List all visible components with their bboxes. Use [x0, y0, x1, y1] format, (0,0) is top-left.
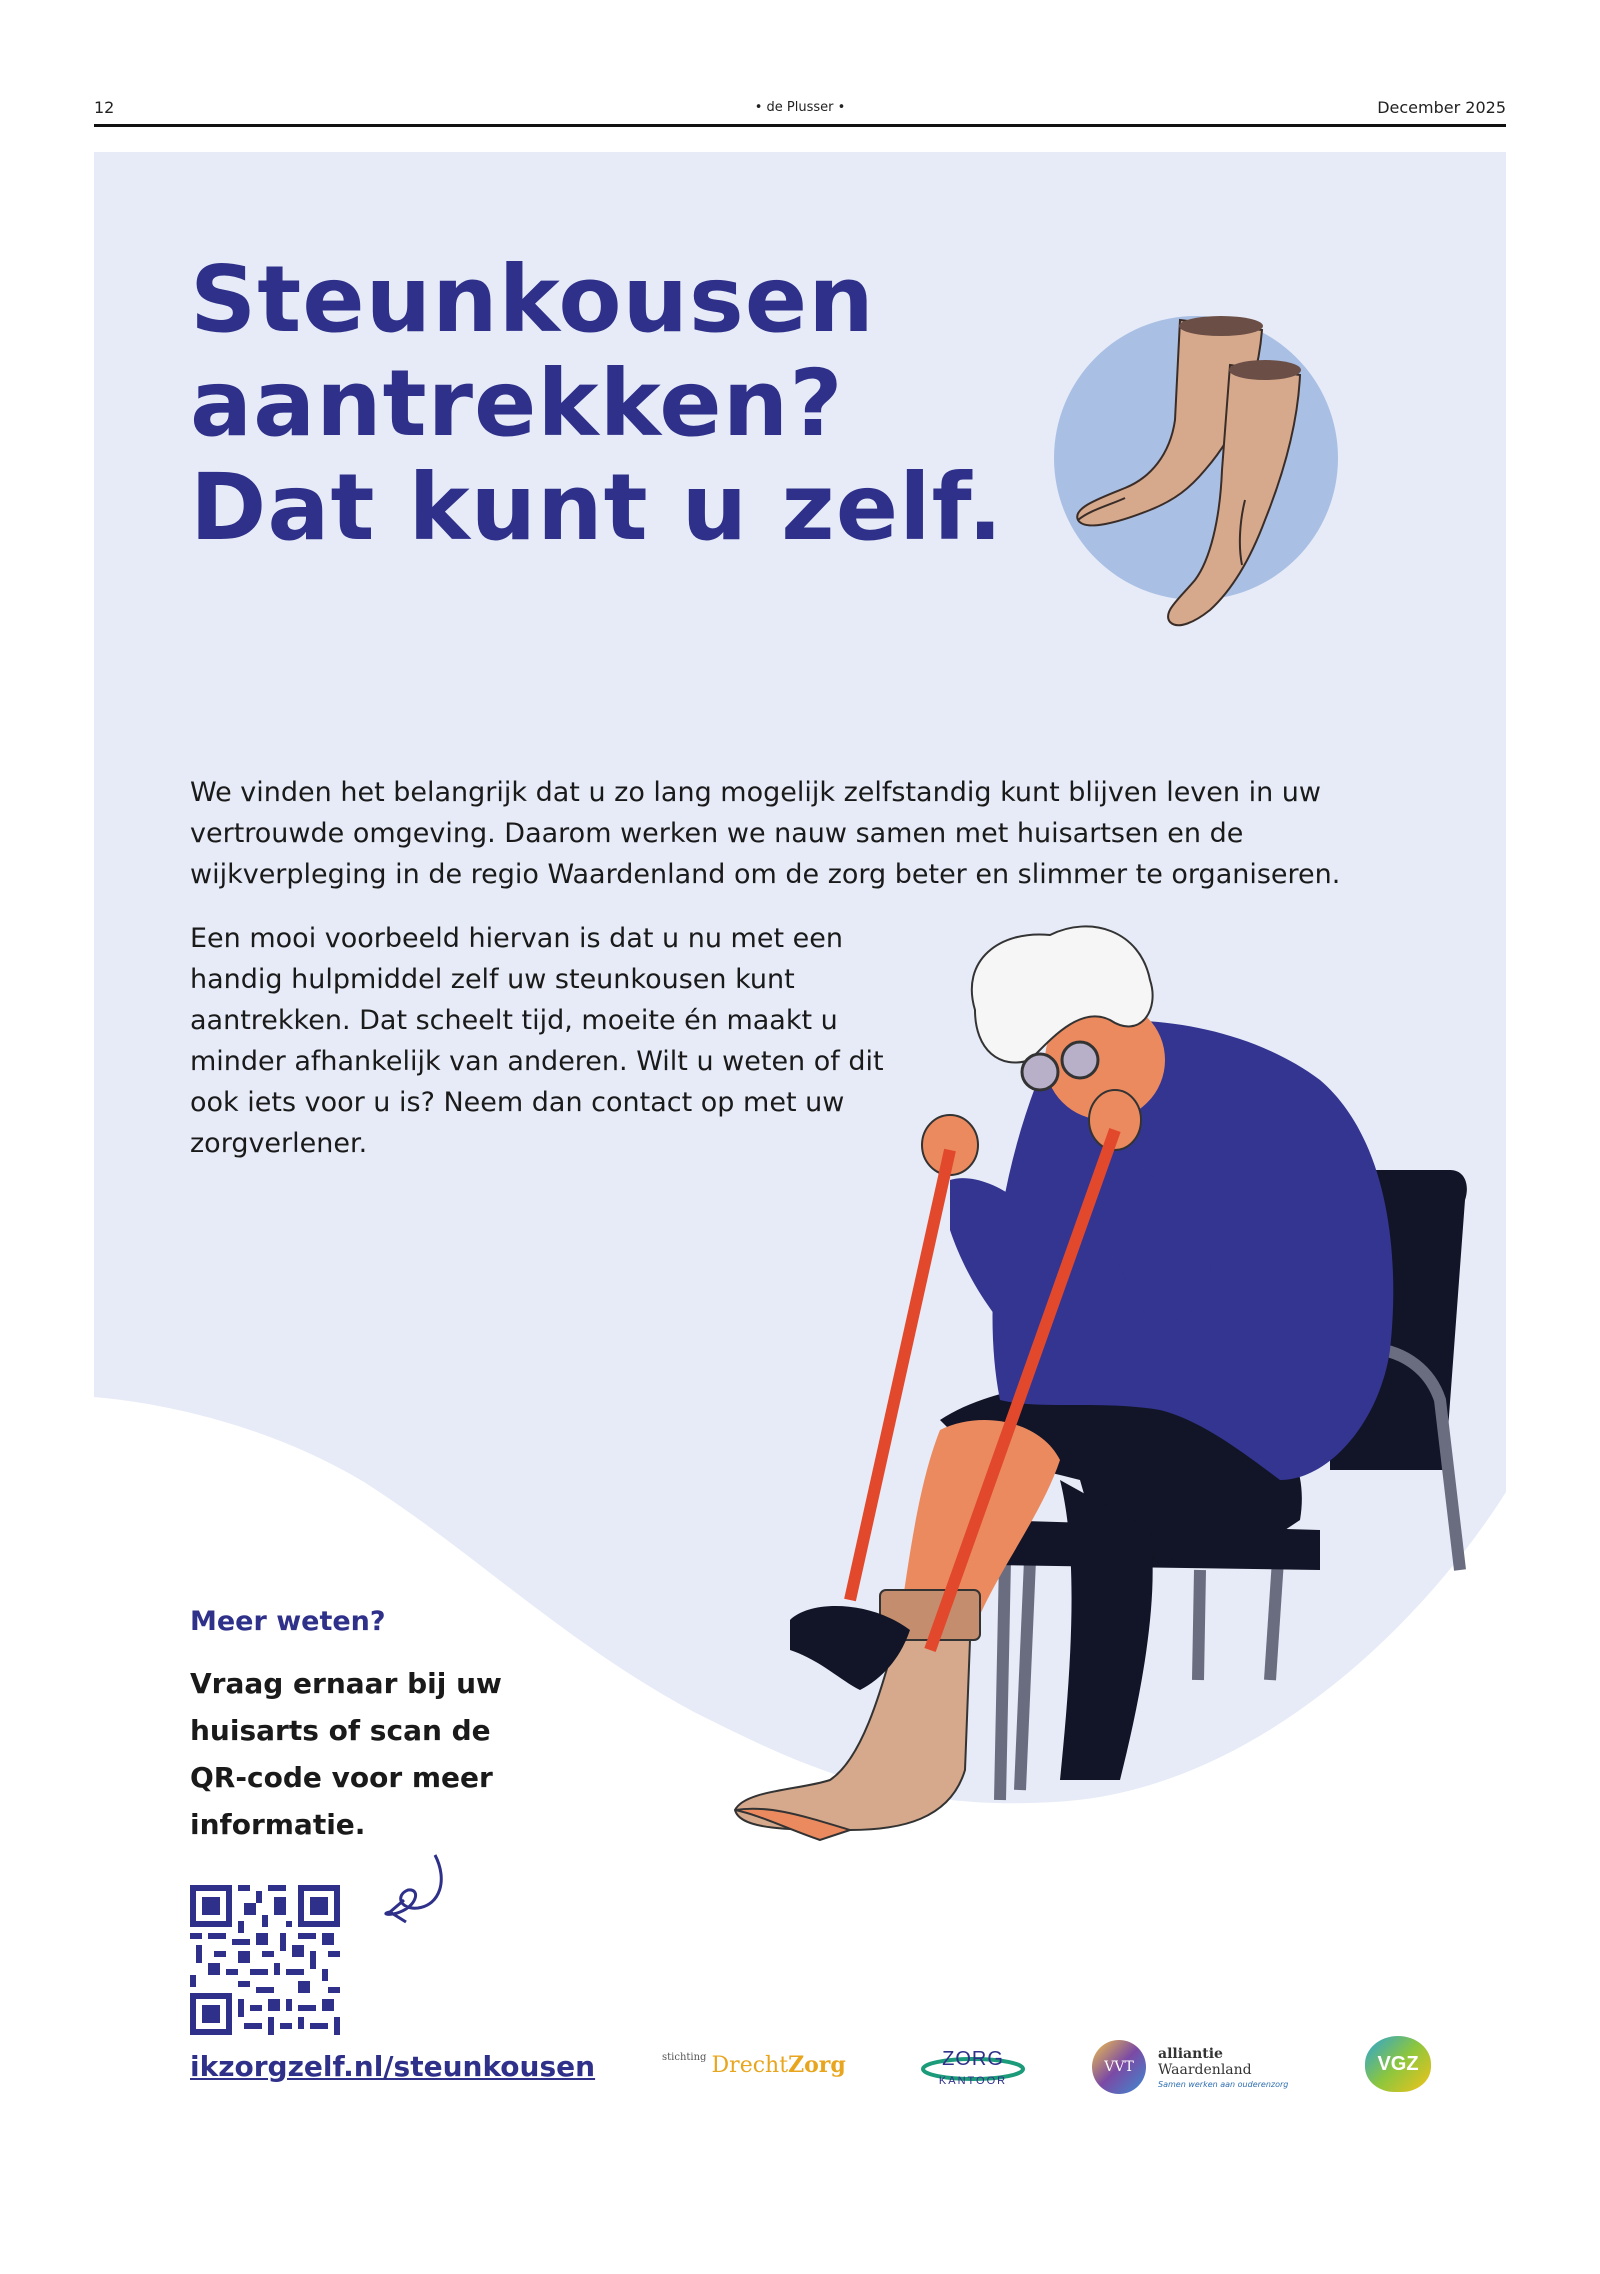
vvt-badge: VVT: [1092, 2040, 1146, 2094]
zorgkantoor-logo-b: KANTOOR: [938, 2075, 1008, 2087]
page-header: [94, 94, 1506, 127]
title-line-3: Dat kunt u zelf.: [190, 454, 1004, 561]
vvt-logo-c: Samen werken aan ouderenzorg: [1158, 2080, 1289, 2089]
vgz-logo-text: VGZ: [1365, 2036, 1431, 2092]
vvt-logo-b: Waardenland: [1158, 2062, 1252, 2078]
vvt-logo-a: alliantie: [1158, 2046, 1223, 2062]
title-line-2: aantrekken?: [190, 350, 844, 457]
intro-paragraph: We vinden het belangrijk dat u zo lang mogelijk zelfstandig kunt blijven leven in uw vertrouwde omgeving. Daarom werken we nauw samen met huisartsen en de wijkverpleging in de regio Waardenland om de zorg beter en slimmer te organiseren.: [190, 777, 1341, 890]
page-number: 12: [94, 98, 115, 117]
issue-date: December 2025: [1377, 98, 1506, 117]
drechtzorg-logo-a: Drecht: [711, 2053, 789, 2078]
more-info-text: Vraag ernaar bij uw huisarts of scan de QR-code voor meer informatie.: [190, 1667, 502, 1841]
vgz-logo: [1365, 2036, 1431, 2092]
drechtzorg-logo-small: stichting: [662, 2052, 707, 2063]
qr-code[interactable]: [190, 1885, 340, 2035]
more-info-heading: Meer weten?: [190, 1606, 386, 1637]
drechtzorg-logo-b: Zorg: [788, 2052, 846, 2078]
publication-name: • de Plusser •: [754, 100, 846, 115]
info-url-link[interactable]: ikzorgzelf.nl/steunkousen: [190, 2050, 596, 2083]
drechtzorg-logo: [662, 2052, 846, 2078]
example-paragraph: Een mooi voorbeeld hiervan is dat u nu met een handig hulpmiddel zelf uw steunkousen kunt aantrekken. Dat scheelt tijd, moeite én maakt u minder afhankelijk van anderen. Wilt u weten of dit ook iets voor u is? Neem dan contact op met uw zorgverlener.: [190, 923, 884, 1159]
zorgkantoor-logo: [918, 2045, 1028, 2095]
page-title: [190, 248, 1004, 560]
title-line-1: Steunkousen: [190, 246, 875, 353]
zorgkantoor-logo-a: ZORG: [942, 2048, 1004, 2070]
